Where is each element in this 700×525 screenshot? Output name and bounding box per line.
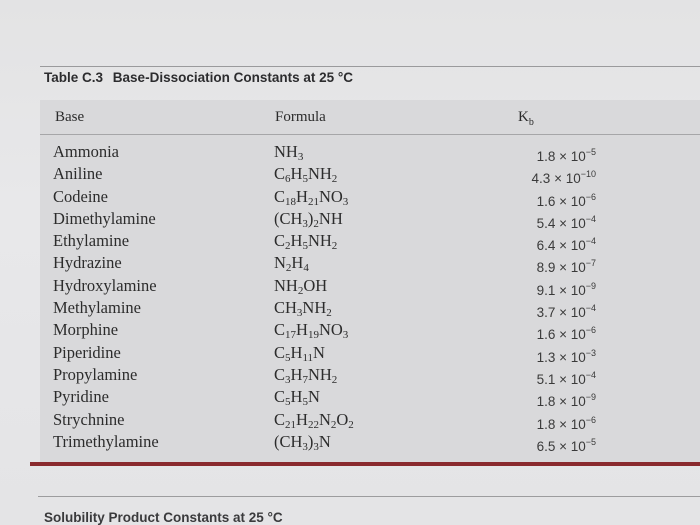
kb-exponent: −4 [585,303,596,314]
header-formula: Formula [275,109,326,125]
kb-mantissa: 5.1 × 10 [536,371,586,387]
table-header-row [40,100,700,135]
base-name-cell: Aniline [53,164,103,184]
table-row [40,252,700,274]
kb-mantissa: 6.4 × 10 [536,238,586,254]
table-bottom-rule [30,462,700,466]
kb-exponent: −10 [580,169,596,180]
kb-exponent: −4 [585,236,596,247]
formula-cell: $C_5H_5N$ [274,387,320,409]
base-name-cell: Ammonia [53,142,119,161]
base-name-cell: Codeine [53,186,108,206]
kb-mantissa: 1.8 × 10 [536,416,586,432]
base-name-cell: Pyridine [53,387,109,407]
table-body [40,141,700,453]
section-divider [38,496,700,497]
base-name-cell: Propylamine [53,364,138,384]
formula-cell: $(CH_3)_3N$ [274,431,331,453]
base-name-cell: Dimethylamine [53,208,156,228]
base-dissociation-table [40,100,700,462]
kb-mantissa: 6.5 × 10 [536,438,586,454]
kb-exponent: −9 [585,280,596,291]
formula-cell: $C_{17}H_{19}NO_3$ [274,320,349,342]
kb-exponent: −5 [585,436,596,447]
kb-mantissa: 1.8 × 10 [536,394,586,410]
kb-exponent: −7 [585,258,596,269]
formula-cell: $(CH_3)_2NH$ [274,208,343,230]
top-rule [40,66,700,67]
table-row [40,186,700,208]
header-kb [518,109,534,128]
kb-exponent: −6 [585,191,596,202]
base-name-cell: Piperidine [53,342,121,362]
base-name-cell: Trimethylamine [53,431,159,451]
table-row [40,431,700,453]
kb-mantissa: 3.7 × 10 [536,305,586,321]
base-name-cell: Hydrazine [53,253,122,273]
formula-cell: $C_3H_7NH_2$ [274,364,338,386]
header-kb-symbol: K [518,109,529,125]
base-name-cell: Methylamine [53,298,141,318]
kb-exponent: −4 [585,369,596,380]
kb-exponent: −5 [585,147,596,157]
base-name-cell: Ethylamine [53,231,130,251]
table-row [40,319,700,341]
kb-exponent: −9 [585,392,596,403]
table-row [40,409,700,431]
formula-cell: $C_{21}H_{22}N_2O_2$ [274,409,354,431]
kb-mantissa: 4.3 × 10 [531,171,581,187]
kb-exponent: −3 [585,347,596,358]
formula-cell: $C_6H_5NH_2$ [274,164,338,186]
kb-mantissa: 1.3 × 10 [536,349,586,365]
table-title [44,70,353,85]
table-row [40,275,700,297]
base-name-cell: Morphine [53,320,119,340]
base-name-cell: Strychnine [53,409,125,429]
kb-mantissa: 9.1 × 10 [536,282,586,298]
kb-exponent: −6 [585,414,596,425]
next-table-title [44,510,283,525]
table-row [40,208,700,230]
table-row [40,163,700,185]
next-table-caption: Solubility Product Constants at 25 °C [44,510,283,525]
kb-mantissa: 1.6 × 10 [536,327,586,343]
kb-exponent: −4 [585,213,596,224]
formula-cell: $NH_3$ [274,142,304,163]
base-name-cell: Hydroxylamine [53,275,157,295]
kb-mantissa: 1.8 × 10 [536,149,586,164]
kb-mantissa: 5.4 × 10 [536,215,586,231]
formula-cell: $C_{18}H_{21}NO_3$ [274,186,349,208]
table-row [40,297,700,319]
header-base: Base [55,109,85,125]
kb-value-cell [486,431,596,458]
table-caption: Base-Dissociation Constants at 25 °C [112,70,354,85]
table-number: Table C.3 [44,70,104,85]
formula-cell: $N_2H_4$ [274,253,309,275]
formula-cell: $NH_2OH$ [274,275,328,297]
table-row [40,364,700,386]
table-row [40,342,700,364]
header-kb-subscript: b [528,117,534,128]
kb-mantissa: 8.9 × 10 [536,260,586,276]
table-row [40,386,700,408]
formula-cell: $C_5H_{11}N$ [274,342,325,364]
formula-cell: $C_2H_5NH_2$ [274,231,338,253]
kb-exponent: −6 [585,325,596,336]
table-row [40,230,700,252]
formula-cell: $CH_3NH_2$ [274,298,332,320]
table-row [40,141,700,163]
kb-mantissa: 1.6 × 10 [536,193,586,209]
